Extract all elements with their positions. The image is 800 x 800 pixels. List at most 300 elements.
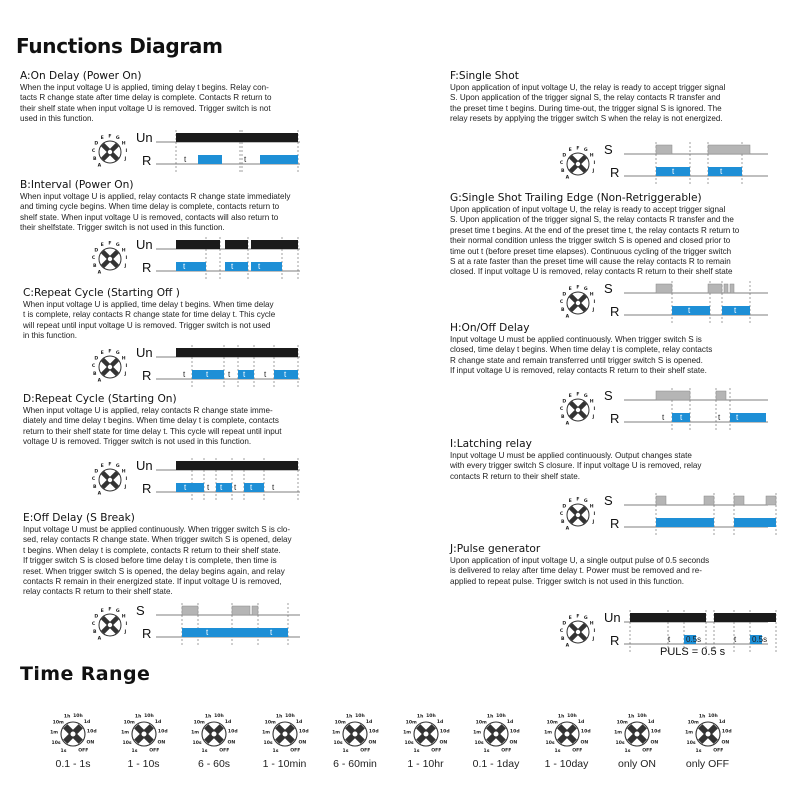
function-selector-dial-icon — [92, 133, 128, 168]
trigger-pulse — [724, 284, 728, 293]
relay-pulse — [198, 155, 222, 164]
function-c — [23, 286, 275, 342]
function-h-title: H:On/Off Delay — [450, 322, 530, 334]
dial-letter: J — [124, 156, 127, 162]
dial-letter: C — [559, 407, 564, 413]
dial-letter: H — [121, 141, 126, 147]
function-selector-dial-icon — [92, 240, 128, 275]
dial-letter: G — [583, 148, 588, 154]
relay-label-r: R — [610, 165, 620, 180]
dial-range-mark: 1s — [201, 749, 208, 754]
timing-diagram-a — [92, 128, 302, 174]
dial-letter: E — [568, 616, 572, 622]
time-delay-label: t — [672, 167, 675, 176]
trigger-pulse — [656, 496, 666, 505]
time-range-dial-icon — [42, 706, 104, 754]
trigger-pulse — [704, 496, 714, 505]
dial-range-mark: 10h — [496, 714, 506, 720]
dial-letter: D — [94, 141, 99, 147]
dial-letter: I — [125, 149, 128, 155]
dial-range-mark: 1m — [543, 730, 552, 736]
dial-letter: I — [593, 300, 596, 306]
relay-label-r: R — [142, 260, 152, 275]
trigger-pulse — [656, 391, 690, 400]
function-a-description: When the input voltage U is applied, timing delay t begins. Relay con- tacts R change state after time delay is complete. Contacts R return to their shelf state when input voltage U is removed. Trigger switch is not used in this function. — [20, 83, 272, 124]
dial-range-mark: 1s — [695, 749, 701, 754]
time-range-label: 1 - 10s — [127, 758, 160, 770]
dial-range-mark: 10h — [143, 714, 154, 720]
dial-range-mark: ON — [650, 740, 659, 746]
dial-range-mark: 1d — [647, 719, 655, 725]
time-delay-label: t — [720, 167, 723, 176]
dial-range-mark: 1m — [402, 730, 411, 736]
dial-letter: F — [576, 146, 580, 152]
dial-letter: I — [125, 364, 128, 370]
relay-pulse — [176, 483, 204, 492]
dial-range-mark: 1d — [577, 719, 584, 725]
time-delay-label: 0.5s — [686, 635, 702, 644]
function-selector-dial-icon — [92, 461, 128, 496]
function-e — [23, 511, 292, 598]
time-range-dial-icon — [536, 706, 598, 754]
dial-range-mark: OFF — [78, 748, 89, 754]
dial-letter: A — [565, 314, 570, 320]
trigger-pulse — [734, 496, 744, 505]
dial-letter: D — [94, 614, 99, 620]
dial-range-mark: 1m — [120, 730, 129, 736]
dial-range-mark: OFF — [430, 748, 441, 754]
trigger-label-s: S — [604, 281, 613, 296]
function-g-title: G:Single Shot Trailing Edge (Non-Retriggerable) — [450, 192, 702, 204]
dial-letter: A — [97, 378, 102, 384]
time-range-title: Time Range — [20, 663, 151, 685]
voltage-pulse — [714, 613, 776, 622]
timing-diagram-d — [92, 456, 302, 502]
dial-letter: D — [562, 153, 567, 159]
dial-letter: C — [559, 300, 564, 306]
dial-range-mark: OFF — [219, 748, 230, 754]
dial-letter: F — [108, 607, 112, 613]
dial-range-mark: OFF — [289, 748, 300, 754]
dial-range-mark: ON — [156, 740, 165, 746]
dial-range-mark: 10d — [298, 729, 309, 735]
time-delay-label: 0.5s — [752, 635, 768, 644]
dial-letter: E — [568, 394, 572, 400]
function-i — [450, 437, 701, 482]
voltage-label-un: Un — [136, 130, 153, 145]
dial-letter: I — [593, 512, 596, 518]
dial-range-mark: 10m — [193, 720, 205, 726]
dial-range-mark: 10h — [566, 714, 577, 720]
time-delay-label: t — [207, 483, 210, 492]
dial-letter: H — [121, 469, 126, 475]
time-range-label: 1 - 10hr — [407, 758, 444, 770]
dial-letter: D — [562, 292, 567, 298]
voltage-label-un: Un — [136, 237, 153, 252]
dial-range-mark: 10h — [707, 714, 718, 720]
dial-range-mark: 1d — [154, 719, 161, 725]
function-g — [450, 191, 739, 278]
dial-letter: D — [94, 469, 99, 475]
function-selector-dial-icon — [92, 348, 128, 383]
time-range-dial-icon — [606, 706, 668, 754]
dial-range-mark: 10h — [214, 714, 224, 720]
function-selector-dial-icon — [560, 391, 596, 426]
dial-range-mark: 10h — [637, 714, 647, 720]
dial-range-mark: 10s — [333, 741, 343, 747]
dial-range-mark: 10d — [86, 729, 97, 735]
dial-letter: J — [592, 307, 595, 313]
time-delay-label: t — [228, 370, 231, 379]
time-delay-label: t — [270, 628, 273, 637]
time-delay-label: t — [231, 262, 234, 271]
dial-letter: F — [576, 285, 580, 291]
time-delay-label: t — [284, 370, 287, 379]
trigger-label-s: S — [604, 388, 613, 403]
dial-letter: J — [124, 371, 127, 377]
function-h — [450, 321, 712, 377]
function-selector-dial-icon — [560, 496, 596, 531]
function-f-title: F:Single Shot — [450, 70, 519, 82]
relay-label-r: R — [142, 626, 152, 641]
time-range-item — [177, 706, 251, 770]
voltage-pulse — [176, 133, 298, 142]
dial-letter: B — [560, 414, 565, 420]
function-j-description: Upon application of input voltage U, a single output pulse of 0.5 seconds is delivered to relay after time delay t. Power must be removed and re- applied to repeat pulse. Trigger switch is not used in this function. — [450, 556, 710, 586]
dial-range-mark: 10m — [687, 720, 699, 726]
dial-letter: E — [100, 464, 104, 470]
dial-letter: D — [94, 248, 99, 254]
dial-range-mark: 1h — [275, 714, 282, 720]
dial-range-mark: ON — [720, 740, 729, 746]
relay-label-r: R — [610, 304, 620, 319]
dial-range-mark: 1h — [63, 714, 71, 720]
function-g-description: Upon application of input voltage U, the relay is ready to accept trigger signal S. Upon application of the trigger signal S, the relay contacts R transfer and the preset time t begins. At the end of the preset time t, the relay contacts R return to their normal condition unless the trigger switch S is opened and closed prior to time out t (before preset time elapses). Continuous cycling of the trigger switch S at a rate faster than the preset time will cause the relay contacts R to remain closed. If input voltage U is removed, relay contacts R return to their shelf state — [450, 205, 740, 277]
dial-letter: A — [565, 175, 570, 181]
voltage-pulse — [251, 240, 298, 249]
function-j — [450, 542, 709, 587]
dial-letter: D — [94, 356, 99, 362]
dial-letter: F — [108, 241, 112, 247]
trigger-pulse — [182, 606, 198, 615]
dial-range-mark: 10s — [122, 741, 132, 747]
trigger-pulse — [656, 284, 672, 293]
timing-diagram-i — [560, 491, 770, 537]
time-range-label: 0.1 - 1s — [55, 758, 91, 770]
relay-pulse — [734, 518, 776, 527]
dial-range-mark: 10s — [263, 741, 273, 747]
trigger-pulse — [708, 284, 722, 293]
dial-range-mark: 1m — [684, 730, 693, 736]
dial-letter: H — [589, 504, 594, 510]
time-range-dial-icon — [465, 706, 527, 754]
function-f-description: Upon application of input voltage U, the relay is ready to accept trigger signal S. Upon application of the trigger signal S, the relay contacts R transfer and the preset time t begins. During time-out, the trigger signal S is ignored. The relay resets by applying the trigger switch S when the relay is not energized. — [450, 83, 726, 124]
time-delay-label: t — [206, 370, 209, 379]
function-c-title: C:Repeat Cycle (Starting Off ) — [23, 287, 180, 299]
dial-range-mark: 1s — [554, 749, 560, 754]
function-d — [23, 392, 282, 448]
time-range-label: only ON — [618, 758, 656, 770]
dial-letter: C — [91, 364, 96, 370]
function-h-description: Input voltage U must be applied continuously. When trigger switch S is closed, time delay t begins. When time delay t is complete, relay contacts R change state and remain transferred until trigger switch S is opened. If input voltage U is removed, relay contacts R return to their shelf state. — [450, 335, 713, 376]
dial-range-mark: 10s — [615, 741, 625, 747]
time-range-item — [671, 706, 745, 770]
function-b — [20, 178, 290, 234]
function-e-description: Input voltage U must be applied continuously. When trigger switch S is clo- sed, relay contacts R change state. When trigger switch S is opened, delay t begins. When delay t is complete, contacts R return to their shelf state. If trigger switch S is closed before time delay t is complete, then time is reset. When trigger switch S is opened, the delay begins again, and relay contacts R remain in their energized state. If input voltage U is removed, relay contacts R return to their shelf state. — [23, 525, 292, 597]
time-range-label: 6 - 60s — [197, 758, 231, 770]
time-delay-label: t — [243, 370, 246, 379]
dial-letter: I — [593, 407, 596, 413]
dial-range-mark: 1h — [627, 714, 635, 720]
dial-range-mark: 1d — [506, 719, 514, 725]
time-range-item — [318, 706, 392, 770]
function-b-description: When input voltage U is applied, relay contacts R change state immediately and timing cycle begins. When time delay is complete, contacts return to shelf state. When input voltage U is removed, contacts will also return to their shelfstate. Trigger switch is not used in this function. — [20, 192, 291, 233]
dial-range-mark: 1s — [413, 749, 419, 754]
function-selector-dial-icon — [560, 145, 596, 180]
time-range-item — [107, 706, 181, 770]
dial-letter: G — [583, 616, 588, 622]
relay-pulse — [251, 262, 282, 271]
dial-range-mark: 10h — [425, 714, 436, 720]
dial-range-mark: 10m — [123, 720, 135, 726]
dial-letter: A — [97, 163, 102, 169]
dial-letter: E — [100, 609, 104, 615]
relay-label-r: R — [142, 153, 152, 168]
dial-range-mark: ON — [579, 740, 588, 746]
time-range-label: only OFF — [685, 758, 730, 770]
dial-range-mark: 1d — [718, 719, 725, 725]
dial-letter: J — [592, 168, 595, 174]
time-delay-label: t — [688, 306, 691, 315]
time-delay-label: t — [264, 370, 267, 379]
relay-label-r: R — [610, 516, 620, 531]
time-range-item — [389, 706, 463, 770]
time-range-item — [248, 706, 322, 770]
dial-range-mark: 10d — [580, 729, 591, 735]
dial-range-mark: 10m — [405, 720, 417, 726]
trigger-pulse — [716, 391, 726, 400]
dial-range-mark: 10d — [227, 729, 238, 735]
dial-letter: C — [559, 161, 564, 167]
time-delay-label: t — [250, 483, 253, 492]
dial-range-mark: 1s — [342, 749, 349, 754]
function-selector-dial-icon — [560, 284, 596, 319]
dial-letter: F — [108, 462, 112, 468]
dial-range-mark: 10s — [545, 741, 555, 747]
function-d-title: D:Repeat Cycle (Starting On) — [23, 393, 177, 405]
time-delay-label: t — [668, 635, 671, 644]
dial-range-mark: OFF — [148, 748, 159, 754]
dial-range-mark: 10m — [264, 720, 276, 726]
dial-letter: C — [91, 149, 96, 155]
dial-letter: J — [592, 519, 595, 525]
dial-letter: F — [576, 497, 580, 503]
function-selector-dial-icon — [560, 613, 596, 648]
time-range-item — [530, 706, 604, 770]
dial-range-mark: 10d — [650, 729, 661, 735]
trigger-pulse — [708, 145, 750, 154]
function-a — [20, 69, 271, 125]
dial-range-mark: 1h — [345, 714, 353, 720]
dial-letter: F — [108, 134, 112, 140]
dial-range-mark: 1d — [436, 719, 443, 725]
time-delay-label: t — [736, 413, 739, 422]
voltage-pulse — [225, 240, 248, 249]
dial-range-mark: 10h — [73, 714, 83, 720]
timing-diagram-c — [92, 343, 302, 389]
dial-range-mark: 1m — [261, 730, 270, 736]
dial-letter: H — [121, 356, 126, 362]
relay-pulse — [216, 483, 232, 492]
time-range-item — [459, 706, 533, 770]
time-range-label: 0.1 - 1day — [472, 758, 520, 770]
dial-letter: I — [125, 477, 128, 483]
function-i-description: Input voltage U must be applied continuously. Output changes state with every trigger switch S closure. If input voltage U is removed, relay contacts R return to their shelf state. — [450, 451, 702, 481]
dial-range-mark: ON — [86, 740, 95, 746]
dial-range-mark: 1d — [224, 719, 232, 725]
dial-letter: J — [124, 484, 127, 490]
dial-letter: B — [92, 263, 97, 269]
time-delay-label: t — [220, 483, 223, 492]
dial-letter: B — [92, 629, 97, 635]
dial-letter: I — [125, 256, 128, 262]
dial-letter: I — [125, 622, 128, 628]
dial-range-mark: 1m — [50, 730, 59, 736]
time-delay-label: t — [680, 413, 683, 422]
trigger-pulse — [656, 145, 672, 154]
dial-letter: E — [568, 499, 572, 505]
trigger-label-s: S — [604, 493, 613, 508]
dial-letter: B — [560, 519, 565, 525]
relay-pulse — [656, 518, 714, 527]
dial-letter: H — [589, 621, 594, 627]
dial-letter: E — [100, 136, 104, 142]
time-range-dial-icon — [677, 706, 739, 754]
function-c-description: When input voltage U is applied, time delay t begins. When time delay t is complete, relay contacts R change state for time delay t. This cycle will repeat until input voltage U is removed. Trigger switch is not used in this function. — [23, 300, 276, 341]
dial-letter: A — [565, 643, 570, 649]
dial-range-mark: ON — [297, 740, 306, 746]
time-range-item — [600, 706, 674, 770]
dial-letter: E — [100, 351, 104, 357]
relay-pulse — [708, 167, 742, 176]
dial-range-mark: 10m — [475, 720, 487, 726]
dial-range-mark: 10d — [721, 729, 732, 735]
dial-letter: F — [108, 349, 112, 355]
voltage-pulse — [176, 348, 298, 357]
function-a-title: A:On Delay (Power On) — [20, 70, 142, 82]
dial-range-mark: 1m — [473, 730, 482, 736]
time-delay-label: t — [258, 262, 261, 271]
dial-range-mark: OFF — [501, 748, 512, 754]
dial-range-mark: OFF — [642, 748, 653, 754]
relay-label-r: R — [142, 368, 152, 383]
dial-letter: C — [91, 622, 96, 628]
relay-pulse — [260, 155, 298, 164]
time-delay-label: t — [734, 306, 737, 315]
time-delay-label: t — [206, 628, 209, 637]
dial-letter: F — [576, 614, 580, 620]
dial-letter: E — [568, 287, 572, 293]
dial-range-mark: 1d — [365, 719, 373, 725]
dial-letter: B — [560, 307, 565, 313]
dial-range-mark: 1h — [134, 714, 141, 720]
time-delay-label: t — [184, 483, 187, 492]
dial-range-mark: 1h — [416, 714, 423, 720]
dial-range-mark: 10m — [616, 720, 628, 726]
trigger-pulse — [766, 496, 776, 505]
dial-letter: H — [121, 614, 126, 620]
dial-range-mark: 10m — [52, 720, 64, 726]
time-range-label: 6 - 60min — [333, 758, 377, 770]
function-selector-dial-icon — [92, 606, 128, 641]
dial-range-mark: OFF — [712, 748, 723, 754]
function-j-title: J:Pulse generator — [450, 543, 541, 555]
dial-letter: A — [97, 270, 102, 276]
dial-range-mark: 10d — [368, 729, 379, 735]
relay-pulse — [232, 628, 288, 637]
dial-letter: I — [593, 629, 596, 635]
voltage-pulse — [176, 240, 220, 249]
time-delay-label: t — [184, 155, 187, 164]
dial-range-mark: 1s — [60, 749, 67, 754]
dial-letter: G — [115, 351, 120, 357]
function-f — [450, 69, 725, 125]
dial-letter: J — [124, 629, 127, 635]
dial-letter: G — [583, 287, 588, 293]
dial-letter: B — [92, 156, 97, 162]
dial-range-mark: 1m — [614, 730, 623, 736]
dial-letter: H — [589, 292, 594, 298]
dial-letter: E — [568, 148, 572, 154]
dial-letter: J — [124, 263, 127, 269]
function-b-title: B:Interval (Power On) — [20, 179, 134, 191]
timing-diagram-g — [560, 279, 770, 325]
dial-letter: B — [560, 168, 565, 174]
trigger-pulse — [232, 606, 250, 615]
dial-range-mark: 10d — [509, 729, 520, 735]
dial-letter: D — [562, 621, 567, 627]
time-delay-label: t — [734, 635, 737, 644]
dial-letter: C — [91, 477, 96, 483]
dial-range-mark: 1s — [483, 749, 490, 754]
relay-pulse — [672, 306, 710, 315]
time-range-item — [36, 706, 110, 770]
dial-range-mark: 10d — [439, 729, 450, 735]
dial-letter: B — [92, 484, 97, 490]
dial-letter: G — [583, 499, 588, 505]
dial-range-mark: ON — [368, 740, 377, 746]
time-delay-label: t — [244, 155, 247, 164]
dial-letter: C — [559, 512, 564, 518]
time-range-dial-icon — [324, 706, 386, 754]
dial-letter: G — [115, 243, 120, 249]
timing-diagram-e — [92, 601, 302, 647]
dial-range-mark: ON — [509, 740, 518, 746]
relay-pulse — [244, 483, 264, 492]
trigger-label-s: S — [604, 142, 613, 157]
time-range-dial-icon — [183, 706, 245, 754]
dial-range-mark: 1h — [204, 714, 212, 720]
dial-letter: I — [593, 161, 596, 167]
dial-range-mark: 1h — [698, 714, 705, 720]
time-range-dial-icon — [113, 706, 175, 754]
dial-letter: J — [592, 636, 595, 642]
voltage-label-un: Un — [136, 345, 153, 360]
dial-range-mark: ON — [438, 740, 447, 746]
dial-letter: H — [589, 399, 594, 405]
dial-letter: B — [92, 371, 97, 377]
dial-range-mark: 10h — [355, 714, 365, 720]
